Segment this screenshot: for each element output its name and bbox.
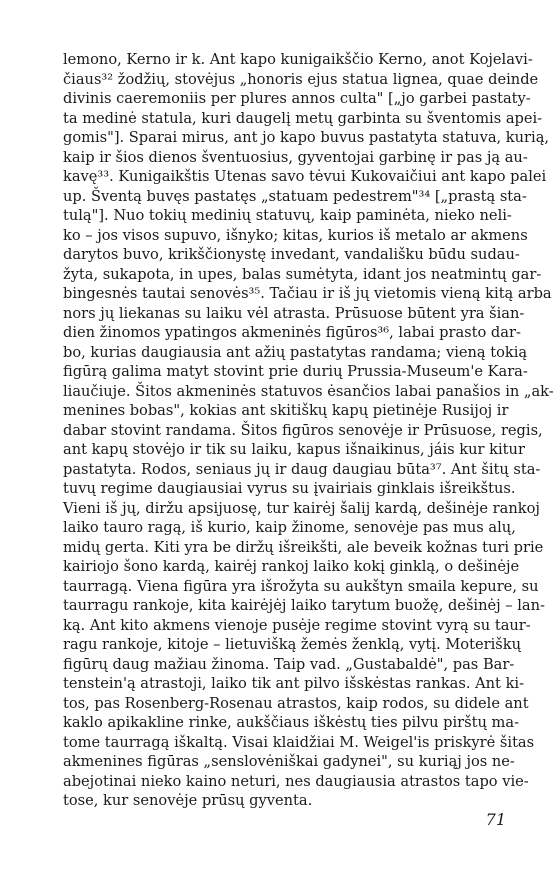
text-line: bingesnės tautai senovės³⁵. Tačiau ir iš jų vietomis vieną kitą arba: [63, 285, 552, 302]
text-line: dien žinomos ypatingos akmeninės figūros³⁶, labai prasto dar-: [63, 324, 521, 341]
text-line: menines bobas", kokias ant skitiškų kapų pietinėje Rusijoj ir: [63, 402, 509, 419]
text-line: ant kapų stovėjo ir tik su laiku, kapus išnaikinus, jáis kur kitur: [63, 441, 525, 458]
text-line: tenstein'ą atrastoji, laiko tik ant pilvo išskėstas rankas. Ant ki-: [63, 675, 525, 692]
text-line: up. Šventą buvęs pastatęs „statuam pedestrem"³⁴ [„prastą sta-: [63, 187, 527, 205]
text-line: bo, kurias daugiausia ant ažių pastatytas randama; vieną tokią: [63, 343, 528, 361]
text-line: taurragu rankoje, kita kairėjėj laiko tarytum buožę, dešinėj – lan-: [63, 597, 545, 614]
text-line: pastatyta. Rodos, seniaus jų ir daug daugiau būta³⁷. Ant šitų sta-: [63, 460, 541, 478]
text-line: tulą"]. Nuo tokių medinių statuvų, kaip paminėta, nieko neli-: [63, 207, 512, 224]
text-line: dabar stovint randama. Šitos figūros senovėje ir Prūsuose, regis,: [63, 421, 543, 439]
text-line: abejotinai nieko kaino neturi, nes daugiausia atrastos tapo vie-: [63, 772, 529, 790]
text-line: Vieni iš jų, diržu apsijuosę, tur kairėj šalij kardą, dešinėje rankoj: [63, 499, 540, 517]
text-line: figūrą galima matyt stovint prie durių Prussia-Museum'e Kara-: [63, 363, 528, 380]
text-line: kaklo apikakline rinke, aukščiaus iškėstų ties pilvu pirštų ma-: [63, 714, 520, 731]
body-text: [63, 50, 554, 811]
text-line: ta medinė statula, kuri daugelį metų garbinta su šventomis apei-: [63, 109, 543, 127]
page-number: 71: [485, 810, 506, 829]
text-line: darytos buvo, krikščionystę invedant, vandališku būdu sudau-: [63, 246, 520, 263]
text-line: kaip ir šios dienos šventuosius, gyventojai garbinę ir pas ją au-: [63, 148, 528, 166]
text-line: figūrų daug mažiau žinoma. Taip vad. „Gustabaldė", pas Bar-: [63, 655, 515, 673]
text-line: ragu rankoje, kitoje – lietuvišką žemės ženklą, vytį. Moteriškų: [63, 636, 521, 653]
text-line: laiko tauro ragą, iš kurio, kaip žinome, senovėje pas mus alų,: [63, 519, 516, 536]
text-line: ko – jos visos supuvo, išnyko; kitas, kurios iš metalo ar akmens: [63, 226, 528, 244]
text-line: kavę³³. Kunigaikštis Utenas savo tėvui Kukovaičiui ant kapo palei: [63, 168, 547, 185]
text-line: tome taurragą iškaltą. Visai klaidžiai M. Weigel'is priskyrė šitas: [63, 733, 535, 751]
text-line: taurragą. Viena figūra yra išrožyta su aukštyn smaila kepure, su: [63, 577, 539, 595]
text-line: midų gerta. Kiti yra be diržų išreikšti, ale beveik kožnas turi prie: [63, 538, 544, 556]
text-line: tos, pas Rosenberg-Rosenau atrastos, kaip rodos, su didele ant: [63, 694, 529, 712]
text-line: čiaus³² žodžių, stovėjus „honoris ejus statua lignea, quae deinde: [63, 70, 539, 88]
text-line: tose, kur senovėje prūsų gyventa.: [63, 792, 313, 809]
text-line: ką. Ant kito akmens vienoje pusėje regime stovint vyrą su taur-: [63, 616, 531, 634]
text-line: gomis"]. Sparai mirus, ant jo kapo buvus pastatyta statuva, kurią,: [63, 129, 550, 146]
text-line: divinis caeremoniis per plures annos culta" [„jo garbei pastaty-: [63, 90, 531, 107]
text-line: lemono, Kerno ir k. Ant kapo kunigaikščio Kerno, anot Kojelavi-: [63, 51, 533, 68]
text-line: tuvų regime daugiausiai vyrus su įvairiais ginklais išreikštus.: [63, 480, 516, 497]
text-line: nors jų liekanas su laiku vėl atrasta. Prūsuose būtent yra šian-: [63, 304, 525, 322]
text-line: žyta, sukapota, in upes, balas sumėtyta, idant jos neatmintų gar-: [63, 265, 542, 283]
text-line: kairiojo šono kardą, kairėj rankoj laiko kokį ginklą, o dešinėje: [63, 558, 520, 575]
text-line: liaučiuje. Šitos akmeninės statuvos ėsančios labai panašios in „ak-: [63, 382, 554, 400]
text-line: akmenines figūras „senslovėniškai gadynei", su kuriąj jos ne-: [63, 753, 515, 770]
